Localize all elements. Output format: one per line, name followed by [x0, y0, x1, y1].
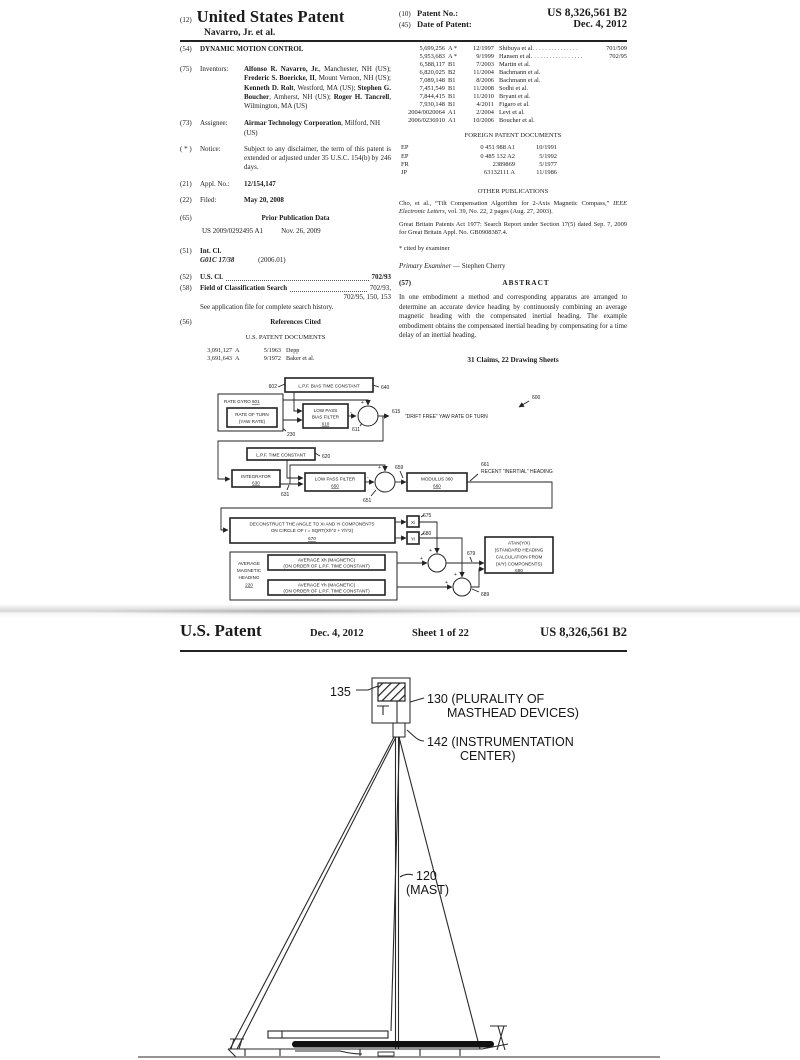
field-58-search [180, 284, 391, 312]
citation-name: Bryant et al. [499, 93, 531, 100]
citation-date: 11/2010 [473, 93, 494, 100]
field-search-value-2: 702/95, 150, 153 [343, 293, 391, 302]
citation-dots [528, 85, 627, 93]
citation-class: 702/95 [609, 53, 627, 60]
inid-52: (52) [180, 272, 192, 281]
ref-602: 602 [268, 384, 277, 390]
plus-sign: + [378, 465, 381, 471]
patent-number: US 8,326,561 B2 [547, 7, 627, 19]
leader-120 [400, 874, 413, 877]
citation-date: 8/2006 [476, 77, 494, 84]
inid-code-10: (10) [399, 10, 411, 18]
sheet-header [180, 621, 627, 641]
sheet-header-rule [180, 650, 627, 652]
citation-row [186, 347, 391, 355]
citation-date: 10/2006 [473, 117, 494, 124]
leader-130 [410, 698, 424, 702]
ref-661: 661 [481, 462, 490, 468]
citation-row [399, 109, 627, 117]
citation-name: Bachmann et al. [499, 77, 541, 84]
citation-kind: A * [448, 53, 458, 60]
search-history-note: See application file for complete search history. [200, 302, 334, 311]
instrumentation-center-box [393, 723, 405, 737]
inventors-label: Inventors: [200, 65, 229, 74]
citation-kind: B1 [448, 77, 456, 84]
references-cited-heading: References Cited [270, 317, 321, 326]
citation-kind: A * [448, 45, 458, 52]
citation-row [399, 101, 627, 109]
patent-no-label: Patent No.: [417, 8, 459, 18]
ref-670: 670 [308, 536, 316, 541]
citation-number: 7,930,148 [419, 101, 445, 108]
ref-220: 220 [245, 582, 253, 588]
foreign-number: 2389869 [492, 161, 515, 169]
cabin-outline [295, 1051, 362, 1054]
inventors-value: Alfonso R. Navarro, Jr., Manchester, NH (US); Frederic S. Boericke, II, Mount Vernon, NH (US); Kenneth D. Rolt, Westford, MA (US); Stephen G. Boucher, Amherst, NH (US); Roger H. Tancrell, Wilmington, MA (US) [244, 65, 392, 111]
rate-of-turn-label-1: RATE OF TURN [235, 412, 269, 417]
foreign-citation-row [399, 169, 627, 177]
us-cl-label: U.S. Cl. [200, 272, 223, 281]
citation-number: 7,451,549 [419, 85, 445, 92]
plus-sign: + [361, 400, 364, 406]
avg-x-label-1: AVERAGE Xh (MAGNETIC) [297, 557, 356, 563]
sheet-date: Dec. 4, 2012 [310, 628, 364, 639]
summing-junction-679 [428, 554, 446, 572]
atan-label-1: ATAN(Y/X) [507, 540, 531, 546]
citation-row [399, 69, 627, 77]
citation-kind: A [235, 354, 240, 362]
heading-flowchart-figure [215, 372, 575, 612]
inid-75: (75) [180, 65, 192, 74]
ref-660: 660 [433, 483, 441, 489]
sailboat-figure [130, 655, 690, 1060]
avg-x-label-2: (ON ORDER OF L.P.F. TIME CONSTANT) [283, 563, 370, 569]
invention-title: DYNAMIC MOTION CONTROL [200, 45, 304, 53]
inid-54: (54) [180, 45, 192, 53]
ref-640: 640 [381, 385, 390, 391]
deck-hatch [378, 1052, 394, 1056]
int-cl-label: Int. Cl. [200, 246, 222, 255]
summing-junction-689 [453, 578, 471, 596]
field-56-references [180, 318, 391, 327]
avg-label-2: MAGNETIC [236, 568, 262, 573]
ref-675: 675 [423, 513, 432, 519]
ref-630: 630 [252, 480, 260, 486]
plus-sign: + [420, 556, 423, 562]
citation-date: 9/1972 [263, 354, 281, 362]
drift-free-label: “DRIFT FREE” YAW RATE OF TURN [405, 414, 488, 420]
right-column [399, 45, 627, 365]
citation-dots [540, 69, 627, 77]
citation-name: Martin et al. [499, 61, 531, 68]
patent-header-right [399, 7, 627, 38]
citation-number: 5,699,256 [419, 45, 445, 52]
ref-615: 615 [392, 409, 401, 415]
citation-dots [530, 61, 627, 69]
citation-kind: A1 [448, 109, 456, 116]
us-patent-documents-heading: U.S. PATENT DOCUMENTS [245, 334, 326, 342]
ref-600: 600 [532, 395, 541, 401]
prior-publication-row [202, 227, 391, 236]
country-code: JP [401, 169, 408, 177]
ref-620: 620 [322, 454, 331, 460]
ref-689: 689 [481, 592, 490, 598]
inid-star: ( * ) [180, 144, 192, 153]
citation-kind: A1 [448, 117, 456, 124]
citation-kind: B1 [448, 85, 456, 92]
atan-label-3: CALCULATION FROM [495, 554, 543, 560]
citation-date: 2/2004 [476, 109, 494, 116]
filed-label: Filed: [200, 195, 217, 204]
label-120-line2: (MAST) [406, 883, 450, 897]
citation-row [186, 355, 391, 363]
forestay-line [230, 737, 394, 1049]
boom [268, 1031, 388, 1038]
field-22-filed [180, 196, 391, 205]
field-51-int-cl [180, 247, 391, 265]
rate-of-turn-label-2: (YAW RATE) [238, 419, 266, 424]
recent-inertial-heading-label: RECENT “INERTIAL” HEADING [481, 469, 553, 475]
citation-dots [530, 101, 627, 109]
citation-row [399, 45, 627, 53]
filed-value: May 20, 2008 [244, 195, 284, 204]
publication-1: Cho, et al., “Tilt Compensation Algorithm for 2-Axis Magnetic Compass,” IEEE Electronic Letters, vol. 39, No. 22, 2 pages (Aug. 27, 2003). [399, 200, 627, 216]
minus-sign: - [367, 475, 369, 481]
citation-dots [530, 93, 627, 101]
dot-leader [226, 273, 369, 281]
inid-73: (73) [180, 119, 192, 128]
lpf-tc-label: L.P.F. TIME CONSTANT [256, 452, 306, 458]
foreign-patents-heading: FOREIGN PATENT DOCUMENTS [464, 132, 562, 139]
lpbf-label-2: BIAS FILTER [311, 414, 340, 420]
citation-dots: ................ [534, 53, 584, 60]
citation-date: 12/1997 [473, 45, 494, 52]
field-52-us-cl [180, 273, 391, 282]
citation-name: Bachmann et al. [499, 69, 541, 76]
label-120-line1: 120 [416, 869, 437, 883]
citation-class: 701/509 [606, 45, 627, 52]
appl-no-label: Appl. No.: [200, 179, 230, 188]
country-code: EP [401, 152, 409, 160]
sail-cover-bar [292, 1041, 494, 1048]
patent-title: United States Patent [196, 7, 345, 26]
minus-sign: - [350, 410, 352, 416]
deconstruct-label-1: DECONSTRUCT THE ANGLE TO Xi AND Yi COMPONENTS [249, 521, 375, 527]
foreign-number: 63132111 A [484, 169, 515, 177]
rate-gyro-label: RATE GYRO [224, 399, 251, 404]
patent-header [180, 7, 627, 38]
plus-sign: + [445, 580, 448, 586]
inid-58: (58) [180, 284, 192, 293]
citation-kind: B2 [448, 69, 456, 76]
citation-dots: .............. [535, 45, 580, 52]
ref-230: 230 [287, 432, 296, 438]
citation-kind: B1 [448, 93, 456, 100]
foreign-date: 5/1992 [539, 152, 557, 160]
avg-label-3: HEADING [238, 575, 260, 580]
prior-publication-heading: Prior Publication Data [261, 214, 330, 223]
foreign-citation-row [399, 144, 627, 152]
leader-142 [407, 730, 424, 741]
prior-pub-number: US 2009/0292495 A1 [202, 227, 264, 236]
ref-601: 601 [252, 399, 260, 404]
citation-dots [525, 109, 627, 117]
foreign-citation-row [399, 153, 627, 161]
field-65-heading [180, 214, 391, 223]
label-142-line2: CENTER) [460, 749, 516, 763]
citation-date: 7/2003 [476, 61, 494, 68]
sheet-number: Sheet 1 of 22 [412, 628, 469, 639]
foreign-number: 0 451 988 A1 [480, 144, 515, 152]
date-of-patent-label: Date of Patent: [417, 19, 472, 29]
sheet-patent-number: US 8,326,561 B2 [540, 625, 627, 639]
us-citations-right [399, 45, 627, 125]
notice-text: Subject to any disclaimer, the term of this patent is extended or adjusted under 35 U.S.C. 154(b) by 246 days. [244, 144, 391, 172]
ref-679: 679 [467, 551, 476, 557]
label-130-line1: 130 (PLURALITY OF [427, 692, 545, 706]
citation-kind: B1 [448, 61, 456, 68]
label-130-line2: MASTHEAD DEVICES) [447, 706, 579, 720]
citation-number: 7,089,148 [419, 77, 445, 84]
foreign-number: 0 485 132 A2 [480, 152, 515, 160]
foreign-date: 5/1977 [539, 161, 557, 169]
abstract-text: In one embodiment a method and corresponding apparatus are arranged to determine an accurate device heading by continuously combining an average magnetic heading with the compensated inertial heading. The example embodiment obtains the compensated inertial heading by compensating for a time delay of an inertial heading. [399, 294, 627, 340]
citation-date: 5/1963 [263, 346, 281, 354]
citation-name: Hansen et al. [499, 53, 533, 60]
citation-date: 11/2004 [473, 69, 494, 76]
avg-label-1: AVERAGE [238, 561, 260, 566]
atan-label-4: (X/Y) COMPONENTS) [495, 561, 543, 567]
citation-name: Depp [286, 346, 300, 354]
plus-sign: + [454, 572, 457, 578]
forestay-line-2 [237, 737, 396, 1049]
ref-651: 651 [363, 498, 372, 504]
inid-22: (22) [180, 195, 192, 204]
prior-pub-date: Nov. 26, 2009 [281, 227, 321, 236]
assignee-value: Airmar Technology Corporation, Milford, NH (US) [244, 119, 380, 137]
field-21-appl-no [180, 180, 391, 189]
country-code: FR [401, 161, 409, 169]
inid-57: (57) [399, 279, 411, 288]
inid-code-12: (12) [180, 16, 192, 24]
label-135: 135 [330, 685, 351, 699]
left-column [180, 45, 391, 362]
ref-680: 680 [423, 531, 432, 537]
int-cl-year: (2006.01) [258, 255, 286, 264]
field-54-title [180, 45, 391, 54]
foreign-date: 11/1986 [536, 169, 557, 177]
citation-number: 2004/0020064 [408, 109, 445, 116]
field-notice [180, 145, 391, 173]
dot-leader [290, 284, 367, 292]
other-publications-heading: OTHER PUBLICATIONS [477, 187, 549, 195]
page-break-smudge [80, 608, 500, 615]
summing-junction-611 [358, 406, 378, 426]
foreign-citation-row [399, 161, 627, 169]
ref-650: 650 [331, 483, 339, 489]
integrator-label: INTEGRATOR [241, 474, 271, 479]
citation-number: 5,953,683 [419, 53, 445, 60]
ref-659: 659 [395, 465, 404, 471]
avg-y-label-1: AVERAGE Yh (MAGNETIC) [297, 582, 356, 588]
abstract-heading: ABSTRACT [502, 279, 550, 288]
citation-dots [535, 117, 627, 125]
patent-header-left [180, 7, 345, 38]
citation-number: 3,691,643 [207, 354, 232, 362]
bow-edge [228, 1049, 236, 1057]
citation-row [399, 77, 627, 85]
masthead-device-hatched [378, 683, 405, 701]
us-cl-value: 702/93 [371, 272, 391, 281]
lpbf-label-1: LOW PASS [313, 408, 338, 413]
rate-of-turn-box [227, 408, 277, 427]
citation-row [399, 117, 627, 125]
patent-byline: Navarro, Jr. et al. [204, 28, 276, 38]
citation-kind: A [235, 346, 240, 354]
plus-sign: + [429, 548, 432, 554]
citation-name: Levi et al. [499, 109, 525, 116]
modulus-label: MODULUS 360 [421, 476, 453, 482]
hull-segments [245, 1049, 460, 1056]
yi-label: Yi [411, 536, 415, 542]
citation-name: Sodhi et al. [499, 85, 528, 92]
foreign-citations [399, 144, 627, 177]
inid-65: (65) [180, 214, 192, 223]
assignee-label: Assignee: [200, 119, 228, 128]
inid-code-45: (45) [399, 21, 411, 29]
header-rule [180, 40, 627, 42]
inid-21: (21) [180, 179, 192, 188]
citation-name: Shibuya et al. [499, 45, 534, 52]
notice-label: Notice: [200, 144, 221, 153]
citation-row [399, 85, 627, 93]
citation-row [399, 53, 627, 61]
label-142-line1: 142 (INSTRUMENTATION [427, 735, 574, 749]
ref-610: 610 [321, 421, 330, 427]
citation-name: Figaro et al. [499, 101, 530, 108]
ref-611: 611 [352, 427, 360, 433]
summing-junction-659 [375, 472, 395, 492]
sheet-patent-label: U.S. Patent [180, 621, 262, 640]
country-code: EP [401, 144, 409, 152]
ref-631: 631 [281, 492, 290, 498]
foreign-date: 10/1991 [536, 144, 557, 152]
xi-label: Xi [410, 520, 416, 525]
citation-name: Baker et al. [286, 354, 315, 362]
field-search-label: Field of Classification Search [200, 284, 288, 293]
citation-number: 3,091,127 [207, 346, 232, 354]
abstract-header [399, 279, 627, 288]
citation-date: 4/2011 [476, 101, 494, 108]
citation-number: 6,820,025 [419, 69, 445, 76]
bow-pulpit [230, 1039, 244, 1049]
int-cl-class: G01C 17/38 [200, 255, 235, 264]
citation-dots [540, 77, 627, 85]
citation-name: Boucher et al. [499, 117, 535, 124]
us-citations-left [186, 347, 391, 363]
inid-56: (56) [180, 317, 192, 326]
date-of-patent: Dec. 4, 2012 [573, 19, 627, 30]
citation-number: 6,588,117 [419, 61, 445, 68]
citation-number: 7,844,415 [419, 93, 445, 100]
appl-no-value: 12/154,147 [244, 179, 276, 188]
ref-690: 690 [515, 568, 523, 573]
citation-row [399, 61, 627, 69]
atan-label-2: (STANDARD HEADING [494, 547, 544, 553]
field-search-value: 702/93, [369, 284, 391, 293]
citation-number: 2006/0236910 [408, 117, 445, 124]
primary-examiner: Primary Examiner — Stephen Cherry [399, 262, 506, 271]
deconstruct-label-2: ON CIRCLE OF r = SQRT(Xh^2 + Yh^2) [270, 528, 354, 533]
inid-51: (51) [180, 246, 192, 255]
lpf-label: LOW PASS FILTER [314, 476, 356, 482]
claims-line: 31 Claims, 22 Drawing Sheets [467, 355, 559, 364]
publication-2: Great Britain Patents Act 1977: Search Report under Section 17(5) dated Sep. 7, 2009 for Great Britain Appl. No. GB0908387.4. [399, 220, 627, 236]
citation-kind: B1 [448, 101, 456, 108]
citation-date: 9/1999 [476, 53, 494, 60]
field-73-assignee [180, 119, 391, 137]
field-75-inventors [180, 65, 391, 111]
avg-y-label-2: (ON ORDER OF L.P.F. TIME CONSTANT) [283, 588, 370, 594]
citation-date: 11/2008 [473, 85, 494, 92]
lpf-bias-label: L.P.F. BIAS TIME CONSTANT [298, 383, 360, 389]
citation-row [399, 93, 627, 101]
cited-by-examiner: * cited by examiner [399, 244, 450, 252]
